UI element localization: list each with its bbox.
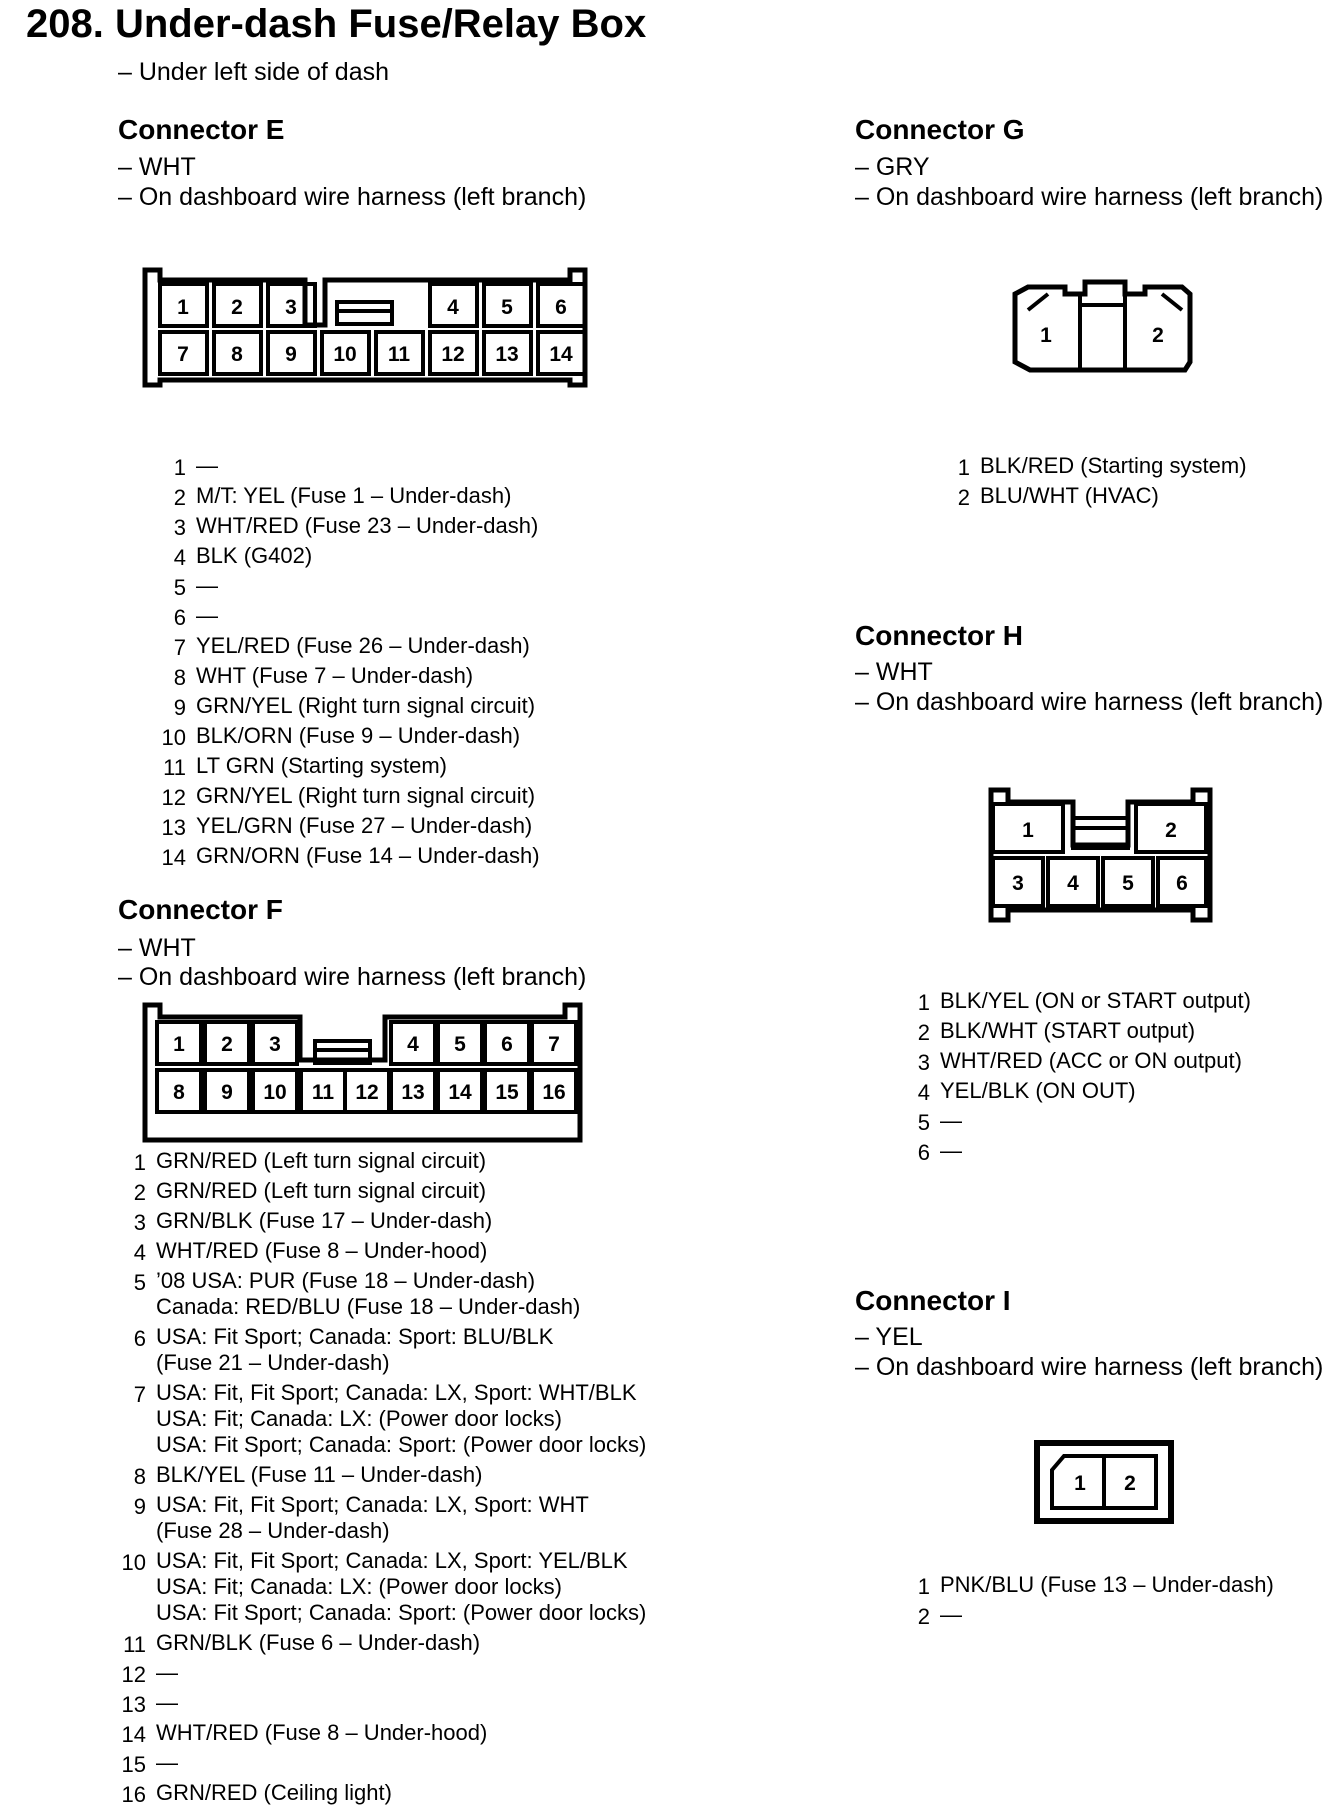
pin-row xyxy=(158,783,540,813)
pin-description xyxy=(940,1572,1274,1602)
pin-number: 13 xyxy=(161,815,186,840)
connector-h-terminal-label: 4 xyxy=(1067,872,1079,895)
pin-description xyxy=(940,1138,962,1168)
pin-description-line: WHT/RED (Fuse 23 – Under-dash) xyxy=(196,513,539,538)
pin-number: 4 xyxy=(917,1080,930,1105)
pin-description xyxy=(156,1208,492,1238)
pin-row xyxy=(118,1720,646,1750)
connector-f-terminal-label: 10 xyxy=(263,1081,287,1104)
pin-row xyxy=(118,1380,646,1458)
connector-f-location: – On dashboard wire harness (left branch) xyxy=(118,963,587,991)
pin-description xyxy=(940,1048,1242,1078)
connector-f-pin-list xyxy=(118,1148,646,1810)
connector-i-terminal-label: 1 xyxy=(1074,1472,1086,1495)
pin-description xyxy=(156,1148,486,1178)
connector-e-diagram xyxy=(140,270,590,390)
pin-description-line: — xyxy=(196,453,218,478)
connector-h-terminal-label: 3 xyxy=(1012,872,1024,895)
connector-e-terminal-label: 6 xyxy=(555,296,567,319)
pin-description-line: ’08 USA: PUR (Fuse 18 – Under-dash) xyxy=(156,1268,536,1293)
connector-f-color: – WHT xyxy=(118,934,196,962)
pin-description-line: WHT/RED (Fuse 8 – Under-hood) xyxy=(156,1720,488,1745)
pin-description xyxy=(940,988,1251,1018)
pin-number: 12 xyxy=(161,785,186,810)
connector-f-terminal-label: 3 xyxy=(269,1033,281,1056)
pin-description xyxy=(156,1324,553,1376)
pin-number: 2 xyxy=(957,485,970,510)
pin-description-line: YEL/RED (Fuse 26 – Under-dash) xyxy=(196,633,530,658)
pin-number: 1 xyxy=(957,455,970,480)
pin-description-line: USA: Fit Sport; Canada: Sport: BLU/BLK xyxy=(156,1324,554,1349)
pin-description-line: GRN/ORN (Fuse 14 – Under-dash) xyxy=(196,843,540,868)
connector-i-heading: Connector I xyxy=(855,1285,1011,1316)
connector-f-terminal-label: 4 xyxy=(407,1033,419,1056)
connector-e-terminal-label: 8 xyxy=(231,343,243,366)
pin-row xyxy=(118,1178,646,1208)
pin-description-line: — xyxy=(156,1690,178,1715)
pin-row xyxy=(902,988,1251,1018)
pin-description-line: — xyxy=(156,1750,178,1775)
pin-row xyxy=(118,1492,646,1544)
connector-f-terminal-label: 8 xyxy=(173,1081,185,1104)
connector-i-terminal-label: 2 xyxy=(1124,1472,1136,1495)
pin-row xyxy=(902,1078,1251,1108)
connector-e-terminal-label: 14 xyxy=(549,343,573,366)
pin-description xyxy=(196,813,532,843)
pin-row xyxy=(118,1750,646,1780)
pin-number: 15 xyxy=(121,1752,146,1777)
pin-number: 2 xyxy=(917,1020,930,1045)
connector-e-terminal-label: 2 xyxy=(231,296,243,319)
pin-description-line: — xyxy=(196,603,218,628)
connector-e-terminal-label: 11 xyxy=(387,343,411,366)
pin-description-line: USA: Fit; Canada: LX: (Power door locks) xyxy=(156,1406,562,1431)
pin-row xyxy=(158,543,540,573)
pin-number: 6 xyxy=(917,1140,930,1165)
pin-description xyxy=(196,723,520,753)
connector-h-terminal-label: 2 xyxy=(1165,819,1177,842)
pin-row xyxy=(158,753,540,783)
pin-description-line: LT GRN (Starting system) xyxy=(196,753,448,778)
connector-h-terminal-label: 1 xyxy=(1022,819,1034,842)
pin-description xyxy=(196,453,218,483)
pin-row xyxy=(118,1630,646,1660)
pin-row xyxy=(158,453,540,483)
pin-number: 1 xyxy=(173,455,186,480)
connector-e-terminal-label: 4 xyxy=(447,296,459,319)
pin-number: 12 xyxy=(121,1662,146,1687)
pin-number: 8 xyxy=(173,665,186,690)
pin-row xyxy=(158,513,540,543)
pin-description xyxy=(156,1720,487,1750)
connector-h-pin-list xyxy=(902,988,1251,1168)
connector-e-terminal-label: 5 xyxy=(501,296,513,319)
pin-row xyxy=(158,723,540,753)
pin-description-line: WHT/RED (ACC or ON output) xyxy=(940,1048,1242,1073)
pin-row xyxy=(118,1268,646,1320)
pin-row xyxy=(902,1572,1274,1602)
pin-description-line: BLK/RED (Starting system) xyxy=(980,453,1247,478)
pin-description xyxy=(156,1660,178,1690)
pin-description xyxy=(196,783,535,813)
pin-description xyxy=(196,543,312,573)
pin-description-line: GRN/YEL (Right turn signal circuit) xyxy=(196,693,536,718)
pin-description-line: USA: Fit, Fit Sport; Canada: LX, Sport: WHT xyxy=(156,1492,589,1517)
connector-e-terminal-label: 12 xyxy=(441,343,465,366)
pin-number: 9 xyxy=(173,695,186,720)
pin-number: 6 xyxy=(133,1326,146,1351)
connector-g-terminal-label: 1 xyxy=(1040,324,1052,347)
connector-h-location: – On dashboard wire harness (left branch) xyxy=(855,688,1324,716)
pin-description-line: BLK (G402) xyxy=(196,543,313,568)
pin-number: 9 xyxy=(133,1494,146,1519)
pin-number: 5 xyxy=(173,575,186,600)
pin-description xyxy=(196,633,530,663)
connector-g-color: – GRY xyxy=(855,153,930,181)
pin-description-line: BLK/ORN (Fuse 9 – Under-dash) xyxy=(196,723,521,748)
pin-description-line: USA: Fit, Fit Sport; Canada: LX, Sport: WHT/BLK xyxy=(156,1380,637,1405)
pin-description-line: YEL/GRN (Fuse 27 – Under-dash) xyxy=(196,813,533,838)
pin-description xyxy=(940,1108,962,1138)
connector-f-terminal-label: 13 xyxy=(401,1081,425,1104)
pin-number: 2 xyxy=(917,1604,930,1629)
pin-row xyxy=(118,1548,646,1626)
connector-f-terminal-label: 6 xyxy=(501,1033,513,1056)
pin-description-line: USA: Fit; Canada: LX: (Power door locks) xyxy=(156,1574,562,1599)
pin-number: 3 xyxy=(133,1210,146,1235)
pin-description xyxy=(196,663,473,693)
pin-description xyxy=(156,1238,487,1268)
pin-number: 1 xyxy=(917,1574,930,1599)
pin-row xyxy=(118,1690,646,1720)
pin-description-line: USA: Fit Sport; Canada: Sport: (Power door locks) xyxy=(156,1432,647,1457)
pin-description-line: PNK/BLU (Fuse 13 – Under-dash) xyxy=(940,1572,1274,1597)
pin-description-line: — xyxy=(940,1602,962,1627)
pin-description xyxy=(196,513,538,543)
connector-f-terminal-label: 9 xyxy=(221,1081,233,1104)
pin-description-line: GRN/YEL (Right turn signal circuit) xyxy=(196,783,536,808)
pin-description xyxy=(156,1462,483,1492)
pin-description-line: GRN/RED (Left turn signal circuit) xyxy=(156,1178,487,1203)
pin-row xyxy=(902,1108,1251,1138)
pin-description xyxy=(980,453,1247,483)
pin-description-line: (Fuse 21 – Under-dash) xyxy=(156,1350,390,1375)
connector-g-heading: Connector G xyxy=(855,114,1025,145)
pin-row xyxy=(118,1208,646,1238)
pin-row xyxy=(118,1148,646,1178)
connector-h-terminal-label: 6 xyxy=(1176,872,1188,895)
pin-description-line: GRN/RED (Ceiling light) xyxy=(156,1780,392,1805)
connector-h-heading: Connector H xyxy=(855,620,1023,651)
connector-f-diagram xyxy=(140,1005,600,1135)
pin-description-line: USA: Fit, Fit Sport; Canada: LX, Sport: YEL/BLK xyxy=(156,1548,628,1573)
pin-number: 6 xyxy=(173,605,186,630)
pin-number: 10 xyxy=(121,1550,146,1575)
pin-number: 3 xyxy=(173,515,186,540)
pin-description xyxy=(196,573,218,603)
connector-g-diagram xyxy=(1010,282,1210,382)
connector-e-terminal-label: 1 xyxy=(177,296,189,319)
connector-f-terminal-label: 7 xyxy=(548,1033,560,1056)
pin-number: 14 xyxy=(121,1722,146,1747)
connector-e-location: – On dashboard wire harness (left branch) xyxy=(118,183,587,211)
connector-f-terminal-label: 12 xyxy=(355,1081,379,1104)
pin-row xyxy=(902,1138,1251,1168)
connector-i-pin-list xyxy=(902,1572,1274,1632)
connector-f-terminal-label: 14 xyxy=(448,1081,472,1104)
connector-g-pin-list xyxy=(942,453,1247,513)
pin-number: 4 xyxy=(173,545,186,570)
pin-row xyxy=(158,693,540,723)
connector-i-location: – On dashboard wire harness (left branch) xyxy=(855,1353,1324,1381)
connector-f-terminal-label: 16 xyxy=(542,1081,566,1104)
connector-e-terminal-label: 3 xyxy=(285,296,297,319)
pin-row xyxy=(902,1048,1251,1078)
pin-description xyxy=(156,1492,589,1544)
connector-f-terminal-label: 15 xyxy=(495,1081,519,1104)
pin-description xyxy=(156,1750,178,1780)
connector-i-color: – YEL xyxy=(855,1323,923,1351)
pin-row xyxy=(942,453,1247,483)
pin-row xyxy=(158,843,540,873)
pin-number: 16 xyxy=(121,1782,146,1807)
pin-row xyxy=(118,1660,646,1690)
pin-row xyxy=(158,813,540,843)
pin-description-line: WHT/RED (Fuse 8 – Under-hood) xyxy=(156,1238,488,1263)
pin-description-line: GRN/BLK (Fuse 17 – Under-dash) xyxy=(156,1208,493,1233)
pin-number: 4 xyxy=(133,1240,146,1265)
connector-e-pin-list xyxy=(158,453,540,873)
pin-number: 2 xyxy=(133,1180,146,1205)
pin-row xyxy=(118,1780,646,1810)
pin-description-line: — xyxy=(196,573,218,598)
pin-description xyxy=(156,1380,646,1458)
pin-description-line: USA: Fit Sport; Canada: Sport: (Power door locks) xyxy=(156,1600,647,1625)
pin-description xyxy=(980,483,1159,513)
pin-row xyxy=(158,573,540,603)
pin-number: 7 xyxy=(133,1382,146,1407)
pin-row xyxy=(158,633,540,663)
pin-number: 14 xyxy=(161,845,186,870)
pin-number: 1 xyxy=(917,990,930,1015)
connector-f-terminal-label: 1 xyxy=(173,1033,185,1056)
pin-number: 11 xyxy=(163,755,186,780)
connector-e-terminal-label: 10 xyxy=(333,343,357,366)
pin-number: 5 xyxy=(917,1110,930,1135)
pin-description xyxy=(156,1268,580,1320)
pin-description-line: BLU/WHT (HVAC) xyxy=(980,483,1159,508)
pin-description-line: BLK/WHT (START output) xyxy=(940,1018,1196,1043)
pin-row xyxy=(942,483,1247,513)
pin-number: 8 xyxy=(133,1464,146,1489)
pin-description-line: YEL/BLK (ON OUT) xyxy=(940,1078,1136,1103)
connector-e-terminal-label: 9 xyxy=(285,343,297,366)
connector-g-terminal-label: 2 xyxy=(1152,324,1164,347)
connector-h-diagram xyxy=(988,790,1218,930)
pin-description xyxy=(196,693,535,723)
pin-number: 13 xyxy=(121,1692,146,1717)
pin-number: 1 xyxy=(133,1150,146,1175)
pin-number: 11 xyxy=(123,1632,146,1657)
pin-description-line: GRN/BLK (Fuse 6 – Under-dash) xyxy=(156,1630,481,1655)
connector-h-color: – WHT xyxy=(855,658,933,686)
connector-f-terminal-label: 5 xyxy=(454,1033,466,1056)
pin-number: 10 xyxy=(161,725,186,750)
pin-description-line: — xyxy=(156,1660,178,1685)
page-subtitle: – Under left side of dash xyxy=(118,58,389,86)
connector-g-location: – On dashboard wire harness (left branch) xyxy=(855,183,1324,211)
pin-description xyxy=(156,1178,486,1208)
pin-description xyxy=(940,1018,1195,1048)
pin-description xyxy=(156,1780,392,1810)
pin-description xyxy=(196,753,447,783)
connector-f-terminal-label: 11 xyxy=(311,1081,335,1104)
pin-row xyxy=(902,1602,1274,1632)
connector-e-heading: Connector E xyxy=(118,114,285,145)
pin-row xyxy=(158,483,540,513)
connector-f-heading: Connector F xyxy=(118,894,283,925)
connector-f-terminal-label: 2 xyxy=(221,1033,233,1056)
pin-description-line: — xyxy=(940,1138,962,1163)
pin-number: 5 xyxy=(133,1270,146,1295)
pin-description xyxy=(156,1690,178,1720)
connector-e-terminal-label: 13 xyxy=(495,343,519,366)
pin-description xyxy=(940,1078,1136,1108)
pin-row xyxy=(118,1462,646,1492)
connector-e-terminal-label: 7 xyxy=(177,343,189,366)
pin-description-line: BLK/YEL (ON or START output) xyxy=(940,988,1251,1013)
pin-number: 2 xyxy=(173,485,186,510)
pin-description xyxy=(940,1602,962,1632)
pin-description-line: GRN/RED (Left turn signal circuit) xyxy=(156,1148,487,1173)
pin-description xyxy=(156,1548,646,1626)
pin-row xyxy=(118,1238,646,1268)
pin-description-line: BLK/YEL (Fuse 11 – Under-dash) xyxy=(156,1462,483,1487)
pin-row xyxy=(902,1018,1251,1048)
pin-number: 7 xyxy=(173,635,186,660)
pin-description-line: M/T: YEL (Fuse 1 – Under-dash) xyxy=(196,483,512,508)
pin-description-line: WHT (Fuse 7 – Under-dash) xyxy=(196,663,474,688)
pin-row xyxy=(158,603,540,633)
pin-row xyxy=(158,663,540,693)
pin-number: 3 xyxy=(917,1050,930,1075)
connector-h-terminal-label: 5 xyxy=(1122,872,1134,895)
pin-description xyxy=(196,603,218,633)
pin-description-line: (Fuse 28 – Under-dash) xyxy=(156,1518,390,1543)
page-title: 208. Under-dash Fuse/Relay Box xyxy=(26,2,647,46)
pin-description xyxy=(196,483,511,513)
pin-description-line: — xyxy=(940,1108,962,1133)
pin-description xyxy=(156,1630,480,1660)
pin-description xyxy=(196,843,540,873)
pin-row xyxy=(118,1324,646,1376)
pin-description-line: Canada: RED/BLU (Fuse 18 – Under-dash) xyxy=(156,1294,581,1319)
connector-i-diagram xyxy=(1034,1440,1184,1530)
connector-e-color: – WHT xyxy=(118,153,196,181)
